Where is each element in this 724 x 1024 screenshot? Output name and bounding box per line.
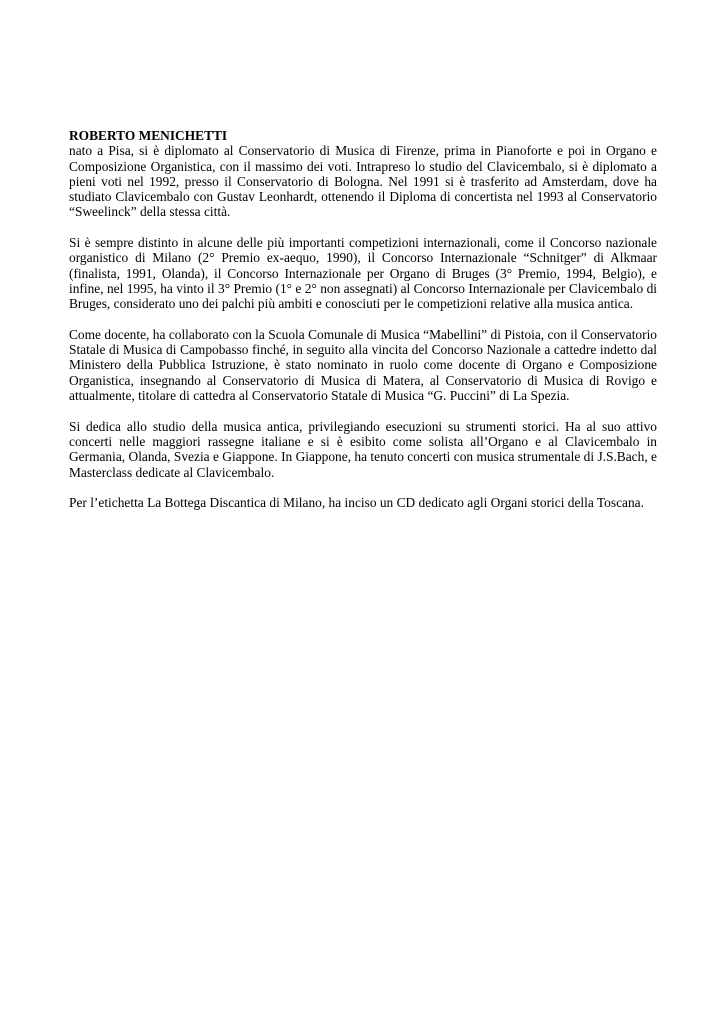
paragraph-teaching: Come docente, ha collaborato con la Scuola Comunale di Musica “Mabellini” di Pistoia, con il Conservatorio Statale di Musica di Campobasso finché, in seguito alla vincita del Concorso Nazionale a cattedre indetto dal Ministero della Pubblica Istruzione, è stato nominato in ruolo come docente di Organo e Composizione Organistica, insegnando al Conservatorio di Musica di Matera, al Conservatorio di Musica di Rovigo e attualmente, titolare di cattedra al Conservatorio Statale di Musica “G. Puccini” di La Spezia.	[69, 326, 657, 404]
paragraph-concerts: Si dedica allo studio della musica antica, privilegiando esecuzioni su strumenti storici. Ha al suo attivo concerti nelle maggiori rassegne italiane e si è esibito come solista all’Organo e al Clavicembalo in Germania, Olanda, Svezia e Giappone. In Giappone, ha tenuto concerti con musica strumentale di J.S.Bach, e Masterclass dedicate al Clavicembalo.	[69, 418, 657, 480]
document-title: ROBERTO MENICHETTI	[69, 128, 228, 143]
paragraph-education: nato a Pisa, si è diplomato al Conservatorio di Musica di Firenze, prima in Pianoforte e poi in Organo e Composizione Organistica, con il massimo dei voti. Intrapreso lo studio del Clavicembalo, si è diplomato a pieni voti nel 1992, presso il Conservatorio di Bologna. Nel 1991 si è trasferito ad Amsterdam, dove ha studiato Clavicembalo con Gustav Leonhardt, ottenendo il Diploma di concertista nel 1993 al Conservatorio “Sweelinck” della stessa città.	[69, 143, 657, 220]
paragraph-competitions: Si è sempre distinto in alcune delle più importanti competizioni internazionali, come il Concorso nazionale organistico di Milano (2° Premio ex-aequo, 1990), il Concorso Internazionale “Schnitger” di Alkmaar (finalista, 1991, Olanda), il Concorso Internazionale per Organo di Bruges (3° Premio, 1994, Belgio), e infine, nel 1995, ha vinto il 3° Premio (1° e 2° non assegnati) al Concorso Internazionale per Clavicembalo di Bruges, considerato uno dei palchi più ambiti e conosciuti per le competizioni relative alla musica antica.	[69, 235, 657, 312]
biography-document	[69, 128, 657, 510]
paragraph-recordings: Per l’etichetta La Bottega Discantica di Milano, ha inciso un CD dedicato agli Organi storici della Toscana.	[69, 495, 644, 511]
